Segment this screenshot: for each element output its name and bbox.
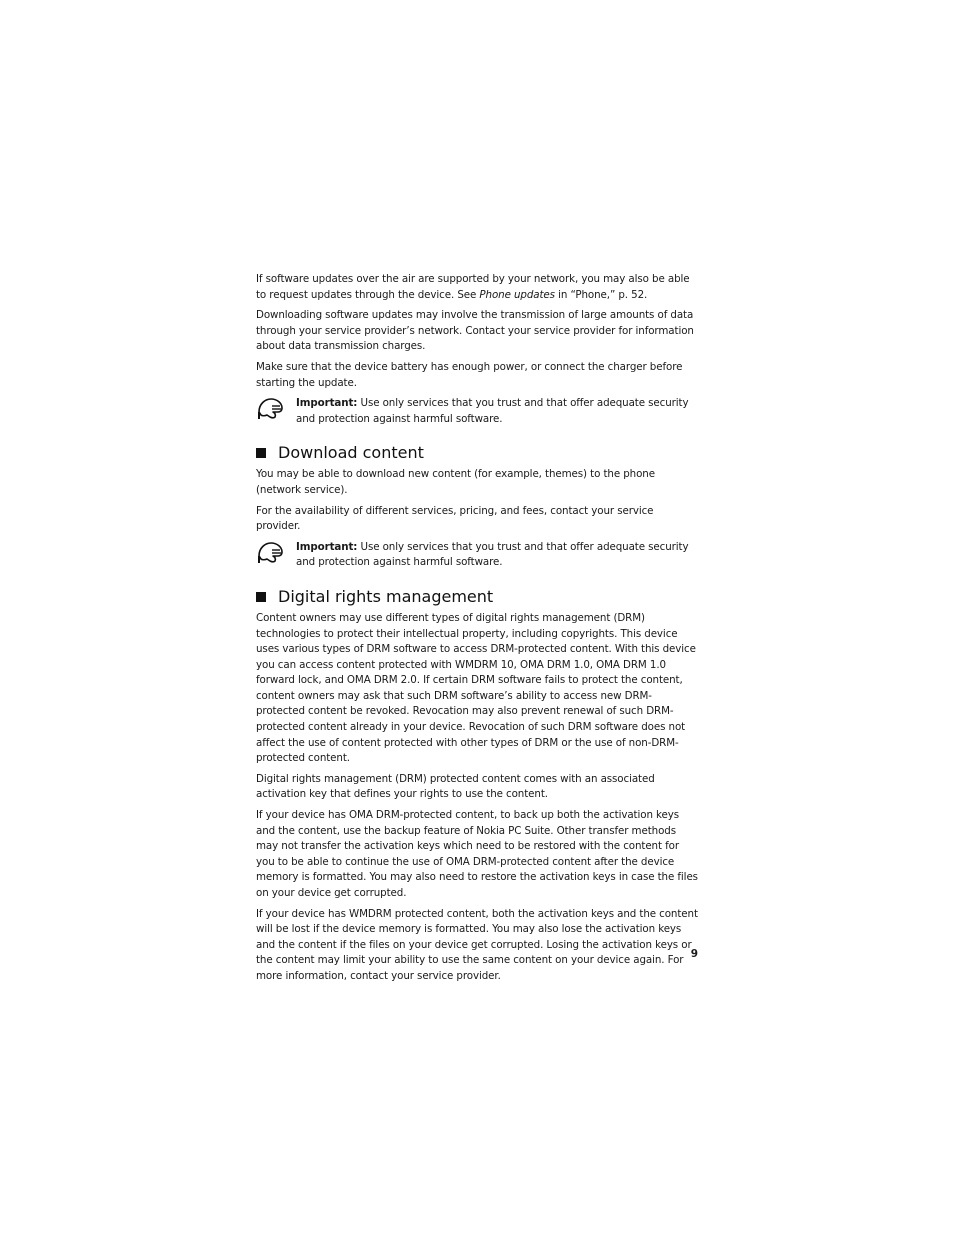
section-heading-drm: Digital rights management [256,587,700,607]
section-heading-download: Download content [256,443,700,463]
drm-paragraph-2: Digital rights management (DRM) protected content comes with an associated activation key that defines your rights to use the content. [256,772,655,801]
drm-paragraph-1: Content owners may use different types of digital rights management (DRM) technologies to protect their intellectual property, including copyrights. This device uses various types of DRM software to access DRM-protected content. With this device you can access content protected with WMDRM 10, OMA DRM 1.0, OMA DRM 1.0 forward lock, and OMA DRM 2.0. If certain DRM software fails to protect the content, content owners may ask that such DRM software’s ability to access new DRM-protected content be revoked. Revocation may also prevent renewal of such DRM-protected content already in your device. Revocation of such DRM software does not affect the use of content protected with other types of DRM or the use of non-DRM-protected content. [256,611,696,765]
intro-paragraph-2: Downloading software updates may involve the transmission of large amounts of data through your service provider’s network. Contact your service provider for information about data transmission charges. [256,309,694,353]
important-hand-icon [256,541,286,565]
page-number: 9 [690,948,698,960]
square-bullet-icon [256,592,266,602]
page-content [256,272,700,990]
important-label: Important: [296,397,358,410]
important-text: Use only services that you trust and that offer adequate security and protection against harmful software. [296,540,689,569]
important-label: Important: [296,540,358,553]
important-text: Use only services that you trust and that offer adequate security and protection against harmful software. [296,397,689,425]
important-note [256,396,700,427]
download-paragraph-2: For the availability of different services, pricing, and fees, contact your service provider. [256,504,654,533]
important-hand-icon [256,397,286,421]
square-bullet-icon [256,448,266,458]
intro-paragraph-3: Make sure that the device battery has enough power, or connect the charger before starting the update. [256,360,683,389]
intro-paragraph-1: If software updates over the air are supported by your network, you may also be able to request updates through the device. See Phone updates in “Phone,” p. 52. [256,273,690,301]
important-note [256,540,700,571]
download-paragraph-1: You may be able to download new content (for example, themes) to the phone (network service). [256,468,655,496]
drm-paragraph-4: If your device has WMDRM protected content, both the activation keys and the content will be lost if the device memory is formatted. You may also lose the activation keys and the content if the files on your device get corrupted. Losing the activation keys or the content may limit your ability to use the same content on your device again. For more information, contact your service provider. [256,907,698,982]
drm-paragraph-3: If your device has OMA DRM-protected content, to back up both the activation keys and the content, use the backup feature of Nokia PC Suite. Other transfer methods may not transfer the activation keys which need to be restored with the content for you to be able to continue the use of OMA DRM-protected content after the device memory is formatted. You may also need to restore the activation keys in case the files on your device get corrupted. [256,809,698,899]
phone-updates-reference: Phone updates [479,288,555,301]
